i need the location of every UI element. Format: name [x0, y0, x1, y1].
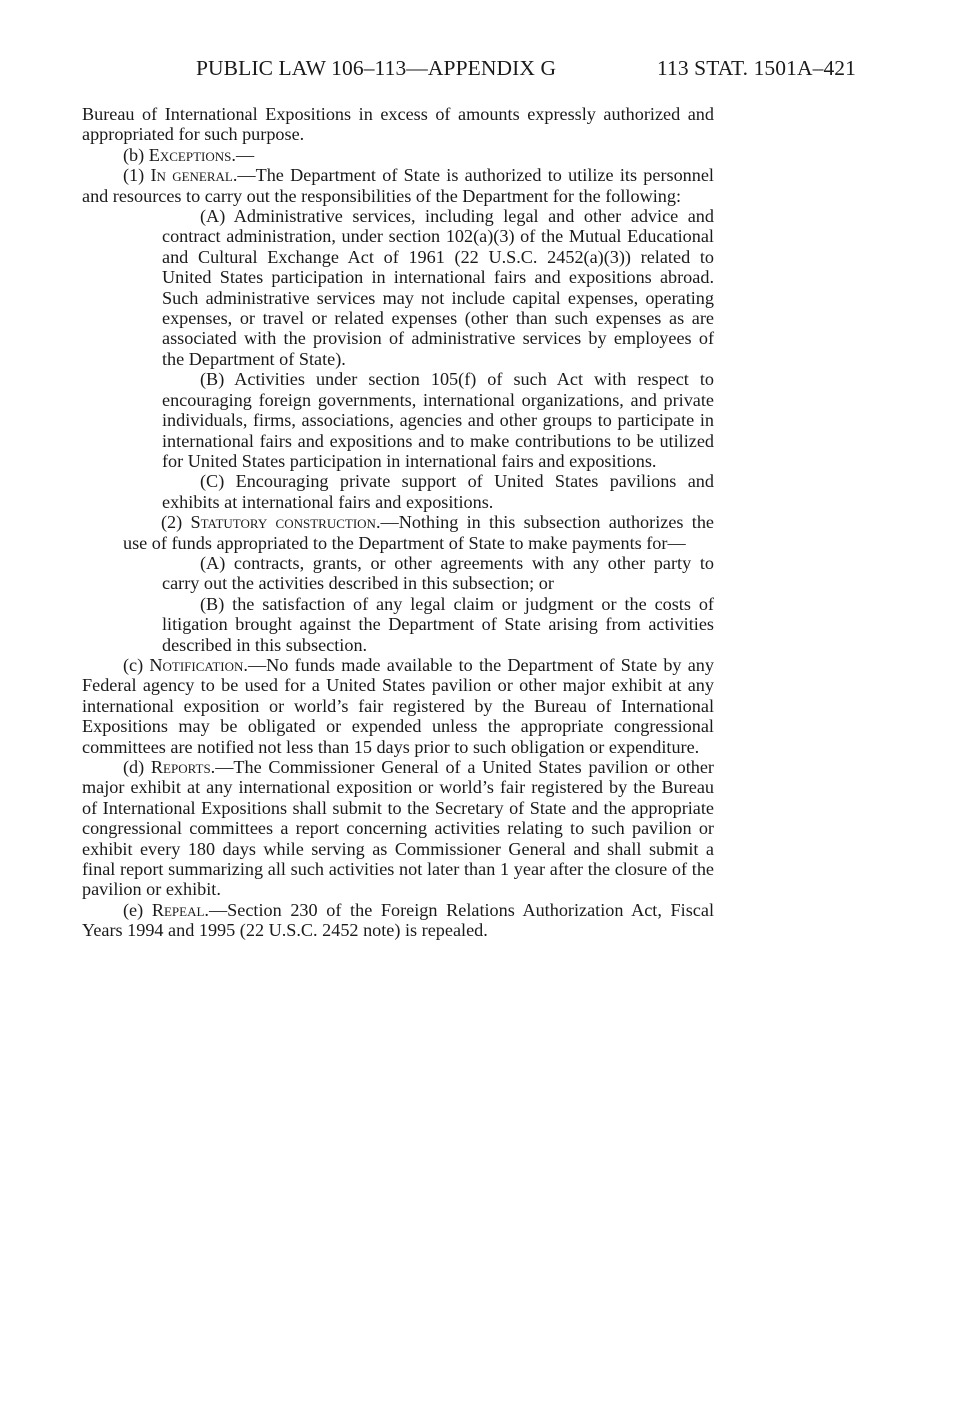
running-head-title: PUBLIC LAW 106–113—APPENDIX G: [196, 56, 557, 80]
subsection-e: [82, 900, 714, 941]
subsection-b-label: (b): [123, 144, 149, 165]
paragraph-b2-label: (2): [161, 512, 191, 533]
subsection-c-label: (c): [123, 654, 150, 675]
paragraph-b2-title: Statutory construction.: [190, 512, 381, 533]
running-head: [196, 56, 856, 86]
subparagraph-b1-A: (A) Administrative services, including legal and other advice and contract administration, under section 102(a)(3) of the Mutual Educational and Cultural Exchange Act of 1961 (22 U.S.C. 2452(a)(3)) related to United States participation in international fairs and expositions abroad. Such administrative services may not include capital expenses, operating expenses, or travel or related expenses (other than such expenses as are associated with the provision of administrative services by employees of the Department of State).: [162, 206, 714, 369]
paragraph-b1-title: In general.: [150, 165, 238, 186]
subsection-c-text: —No funds made available to the Department of State by any Federal agency to be used for a United States pavilion or other major exhibit at any international exposition or world’s fair registered by the Bureau of International Expositions may be obligated or expended unless the appropriate congressional committees are notified not less than 15 days prior to such obligation or expenditure.: [82, 654, 714, 757]
subsection-b-dash: —: [235, 144, 255, 165]
subparagraph-b1-B: (B) Activities under section 105(f) of such Act with respect to encouraging foreign governments, international organizations, and private individuals, firms, associations, agencies and other groups to participate in international fairs and expositions and to make contributions to be utilized for United States participation in international fairs and expositions.: [162, 369, 714, 471]
paragraph-b1: [82, 165, 714, 206]
paragraph-b2-text: —Nothing in this subsection authorizes the use of funds appropriated to the Department of State to make payments for—: [123, 512, 714, 553]
paragraph-b1-label: (1): [123, 165, 151, 186]
subparagraph-b1-C: (C) Encouraging private support of United States pavilions and exhibits at international fairs and expositions.: [162, 471, 714, 512]
subsection-b-heading: [82, 145, 714, 165]
subsection-d-text: —The Commissioner General of a United States pavilion or other major exhibit at any international exposition or world’s fair registered by the Bureau of International Expositions shall submit to the Secretary of State and the appropriate congressional committees a report concerning activities relating to such pavilion or exhibit every 180 days while serving as Commissioner General and shall submit a final report summarizing all such activities not later than 1 year after the closure of the pavilion or exhibit.: [82, 757, 714, 900]
subparagraph-b2-A: (A) contracts, grants, or other agreements with any other party to carry out the activities described in this subsection; or: [162, 552, 714, 594]
subsection-e-label: (e): [123, 899, 152, 920]
subsection-e-text: —Section 230 of the Foreign Relations Authorization Act, Fiscal Years 1994 and 1995 (22 U.S.C. 2452 note) is repealed.: [82, 899, 714, 941]
subsection-b-title: Exceptions.: [148, 144, 236, 165]
running-head-stat-citation: 113 STAT. 1501A–421: [656, 56, 856, 80]
subsection-e-title: Repeal.: [151, 899, 209, 920]
subparagraph-b2-B: (B) the satisfaction of any legal claim or judgment or the costs of litigation brought against the Department of State arising from activities described in this subsection.: [162, 593, 714, 655]
subsection-d: [82, 757, 714, 900]
paragraph-intro-continuation: Bureau of International Expositions in excess of amounts expressly authorized and appropriated for such purpose.: [82, 104, 714, 145]
subsection-d-label: (d): [123, 757, 151, 777]
subsection-d-title: Reports.: [150, 757, 216, 777]
subsection-c-title: Notification.: [149, 654, 248, 675]
document-body: [82, 104, 714, 941]
subsection-c: [82, 655, 714, 757]
paragraph-b1-text: —The Department of State is authorized to utilize its personnel and resources to carry out the responsibilities of the Department for the following:: [82, 165, 714, 206]
paragraph-b2: [82, 512, 714, 553]
